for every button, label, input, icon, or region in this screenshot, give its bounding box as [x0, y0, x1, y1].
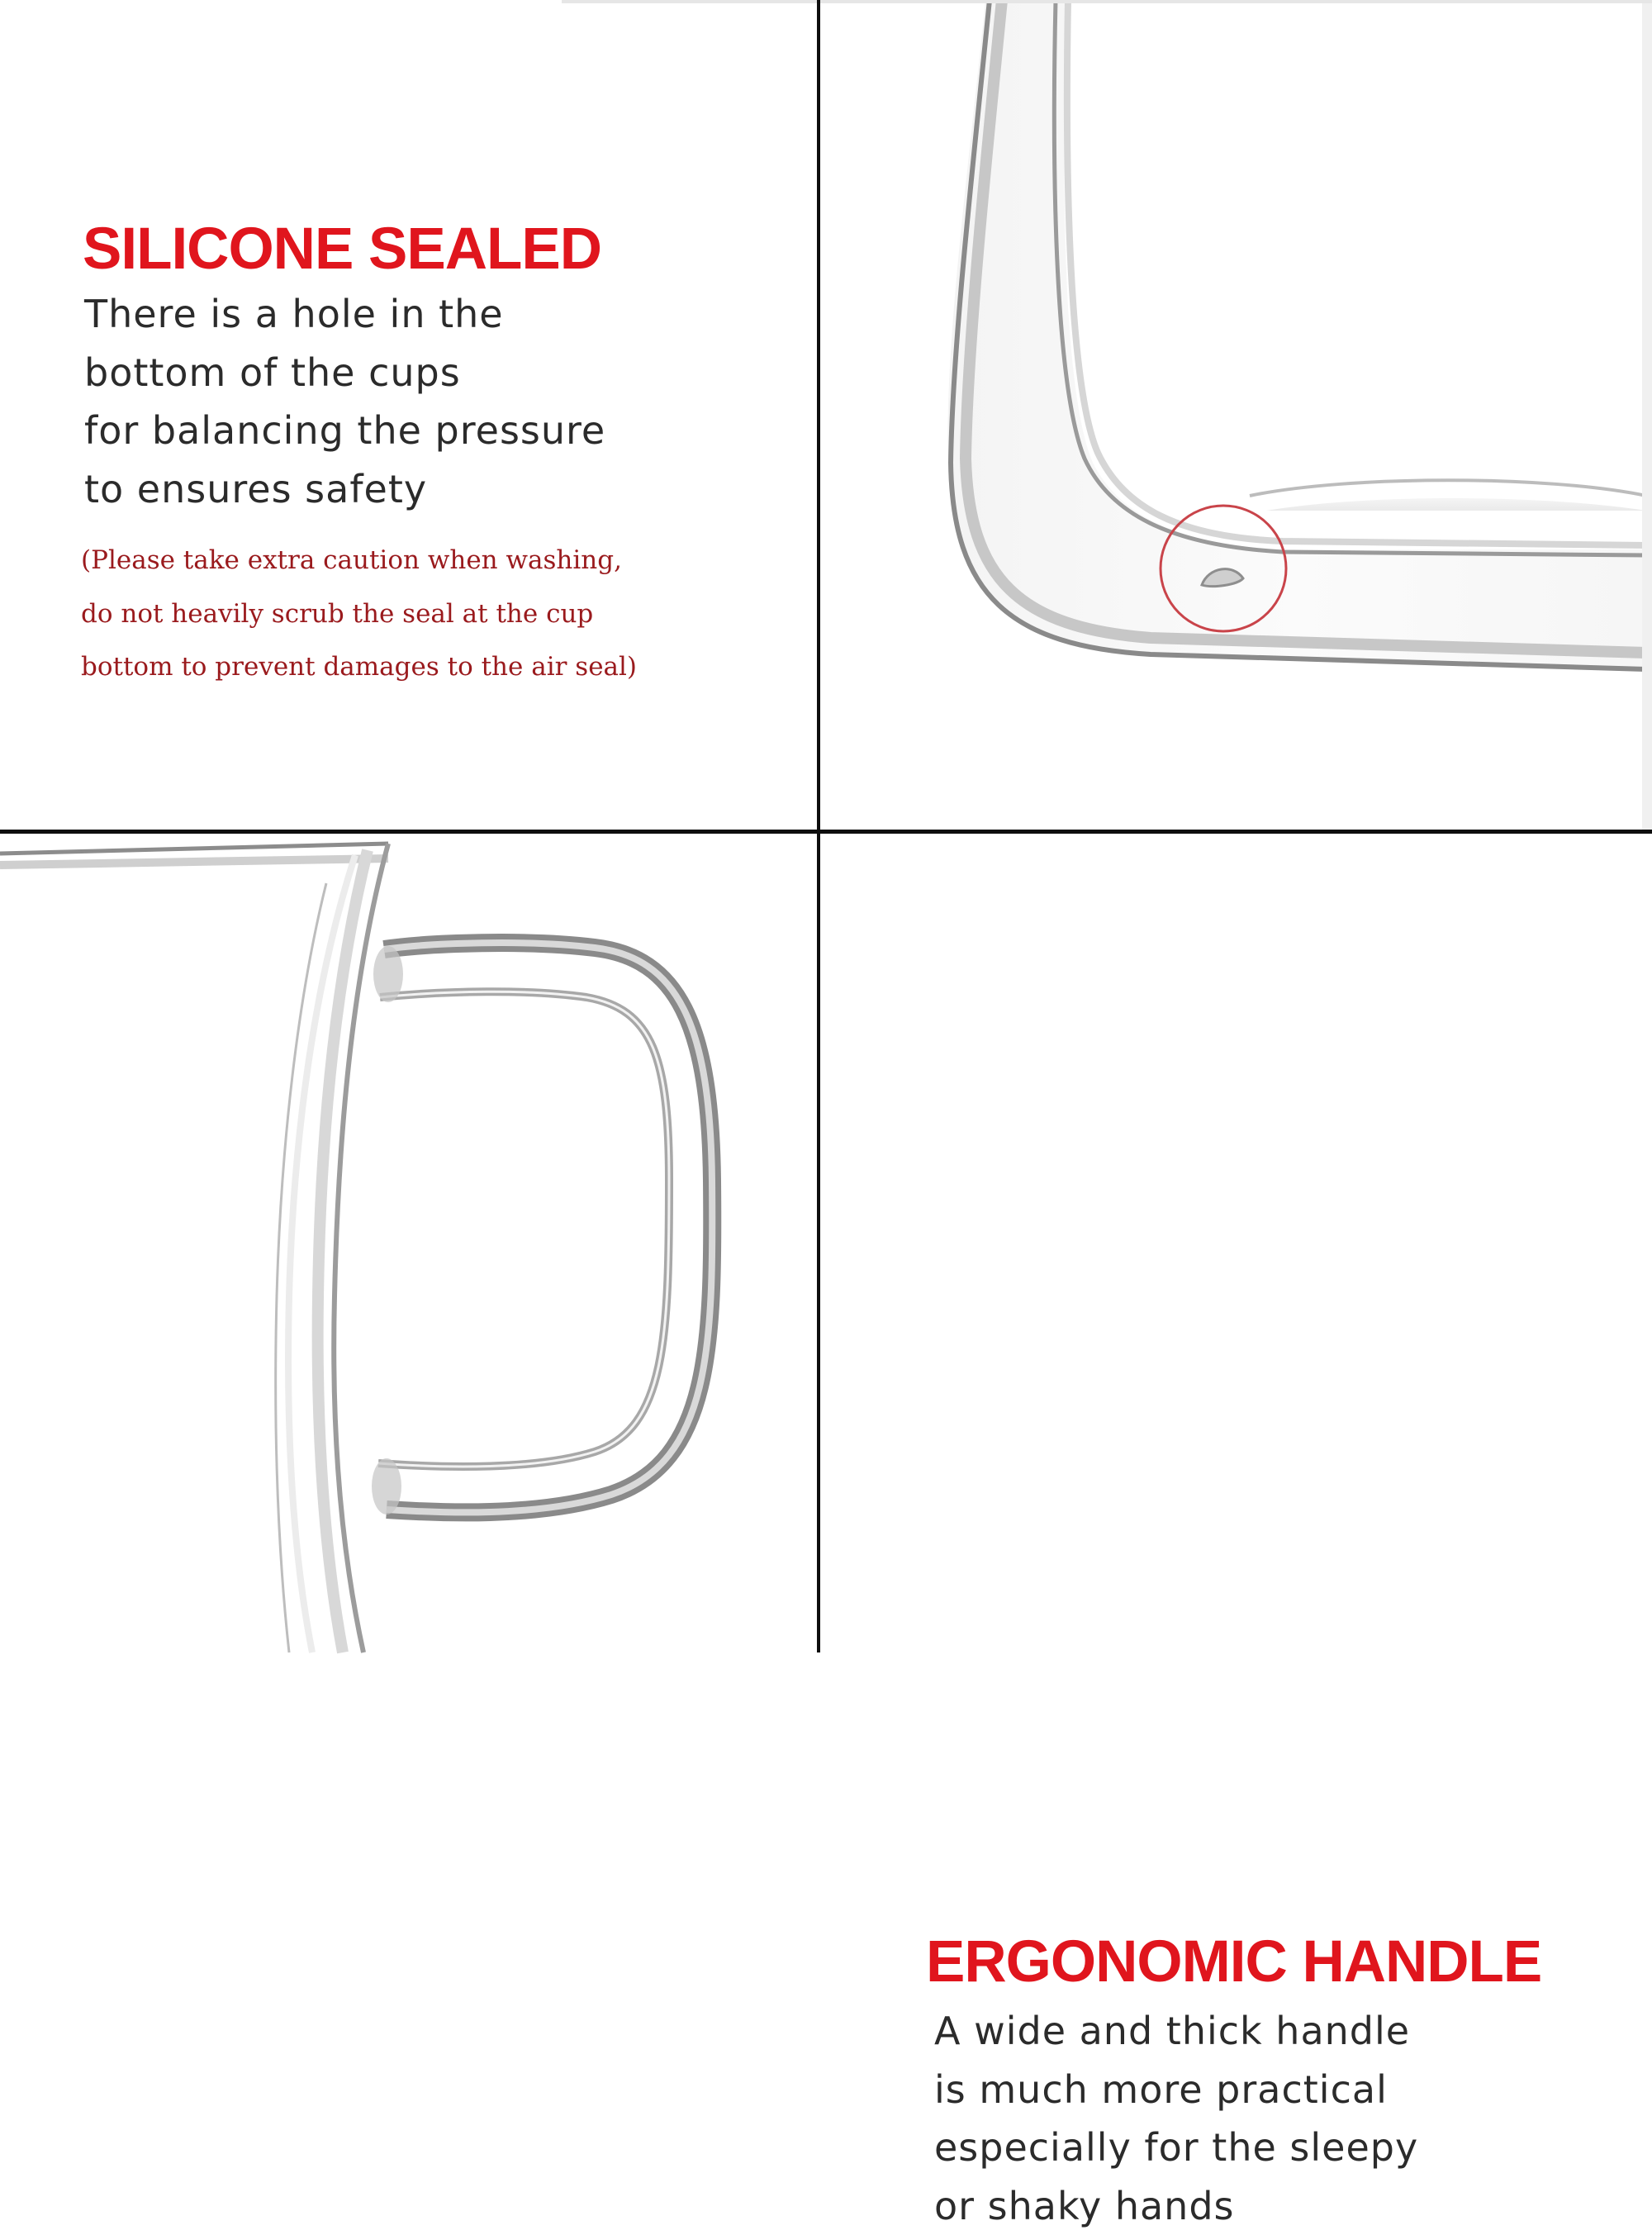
glass-cup-handle-image: [0, 834, 817, 1652]
ergonomic-handle-heading: ERGONOMIC HANDLE: [926, 1929, 1541, 1995]
handle-body-line: is much more practical: [934, 2061, 1418, 2119]
caution-note-line: (Please take extra caution when washing,: [81, 534, 637, 587]
cup-handle-photo-panel: [0, 834, 817, 1652]
handle-body-line: or shaky hands: [934, 2177, 1418, 2235]
silicone-sealed-heading: SILICONE SEALED: [83, 216, 601, 283]
ergonomic-handle-panel: [820, 834, 1652, 1652]
handle-outer: [384, 943, 712, 1512]
top-edge-line: [562, 0, 1652, 3]
silicone-sealed-panel: [0, 0, 817, 830]
silicone-body-line: to ensures safety: [84, 460, 605, 519]
caution-note-line: do not heavily scrub the seal at the cup: [81, 587, 637, 641]
silicone-body-line: for balancing the pressure: [84, 402, 605, 460]
horizontal-divider: [0, 830, 1652, 834]
handle-body-line: A wide and thick handle: [934, 2002, 1418, 2061]
silicone-body-line: bottom of the cups: [84, 344, 605, 402]
handle-body-line: especially for the sleepy: [934, 2118, 1418, 2177]
ergonomic-handle-description: [934, 2002, 1418, 2235]
glass-cup-bottom-image: [820, 0, 1652, 830]
vertical-divider: [817, 0, 820, 1652]
silicone-body-line: There is a hole in the: [84, 285, 605, 344]
washing-caution-note: [81, 534, 637, 694]
caution-note-line: bottom to prevent damages to the air seal): [81, 640, 637, 694]
silicone-sealed-description: [84, 285, 605, 518]
cup-bottom-photo-panel: [820, 0, 1652, 830]
